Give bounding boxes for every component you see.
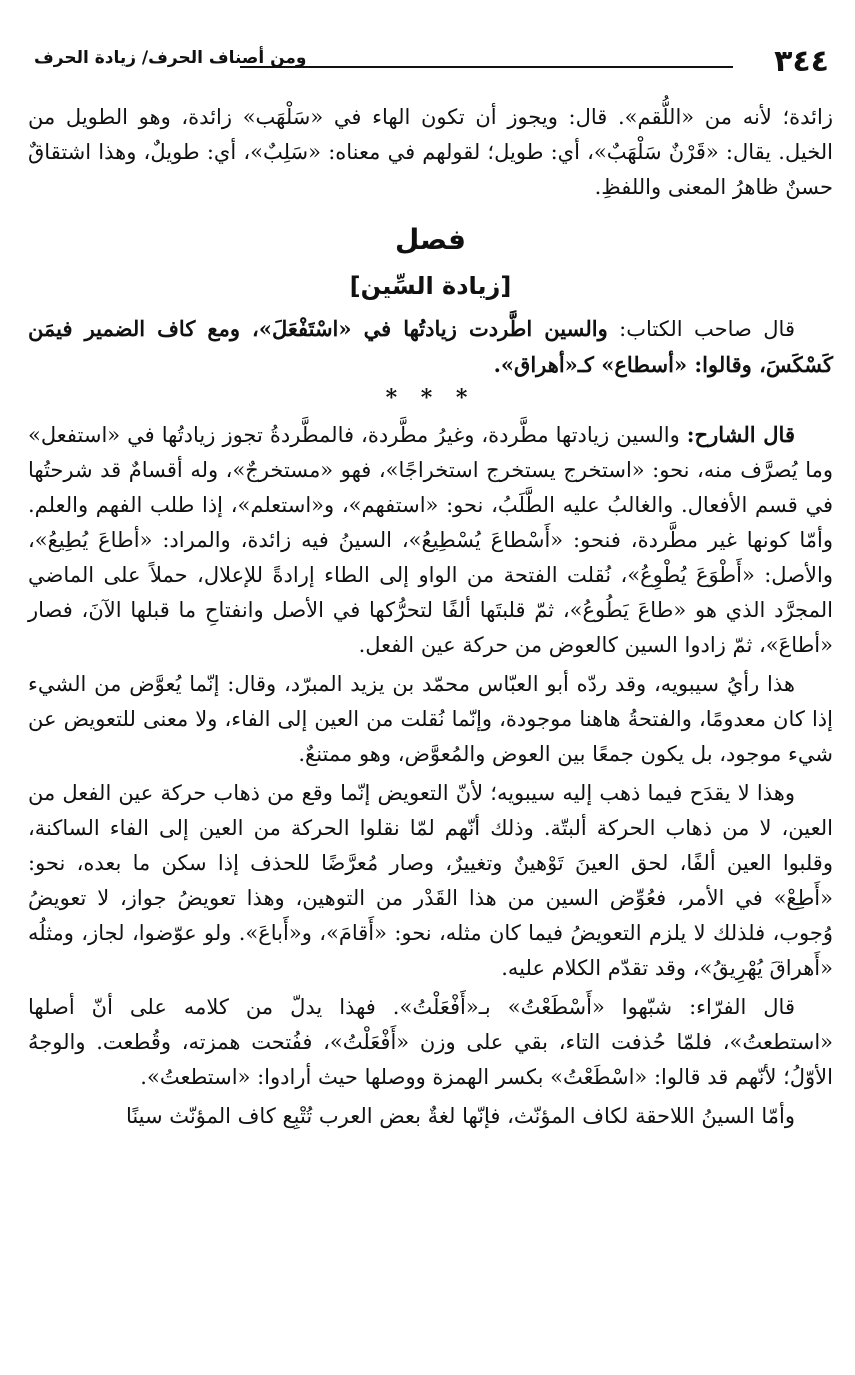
running-title: ومن أصناف الحرف/ زيادة الحرف xyxy=(34,48,307,68)
header-rule xyxy=(240,66,733,68)
author-text-bold: والسين اطَّردت زيادتُها في «اسْتَفْعَلَ»، ومع كاف الضمير فيمَن كَسْكَسَ، وقالوا: «أسطاع» كـ«أهراق». xyxy=(28,316,833,377)
page-header xyxy=(30,44,833,84)
main-text xyxy=(28,100,833,1134)
paragraph-mubarrad: هذا رأيُ سيبويه، وقد ردّه أبو العبّاس محمّد بن يزيد المبرّد، وقال: إنّما يُعوَّض من الشيء إذا كان معدومًا، والفتحةُ هاهنا موجودة، وإنّما نُقلت من العين إلى الفاء، ولا معنى للتعويض عن شيء موجود، بل يكون جمعًا بين العوض والمُعوَّض، وهو ممتنعٌ. xyxy=(28,672,833,766)
paragraph-rebuttal: وهذا لا يقدَح فيما ذهب إليه سيبويه؛ لأنّ التعويض إنّما وقع من ذهاب حركة عين الفعل من العين، لا من ذهاب الحركة ألبتّة. وذلك أنّهم لمّا نقلوا الحركة من العين إلى الفاء الساكنة، وقلبوا العين ألفًا، لحق العينَ تَوْهينٌ وتغييرٌ، وصار مُعرَّضًا للحذف إذا سكن ما بعده، نحو: «أَطِعْ» في الأمر، فعُوِّض السين من هذا القَدْر من التوهين، وهذا تعويضُ جواز، لا تعويضُ وُجوب، فلذلك لا يلزم التعويضُ فيما كان مثله، نحو: «أَقامَ»، و«أَباعَ». ولو عوّضوا، لجاز، ومثلُه «أَهراقَ يُهْرِيقُ»، وقد تقدّم الكلام عليه. xyxy=(28,781,833,980)
paragraph-feminine-kaf: وأمّا السينُ اللاحقة لكاف المؤنّث، فإنّها لغةٌ بعض العرب تُتْبِع كاف المؤنّث سينًا xyxy=(125,1104,795,1128)
paragraph-continuation: زائدة؛ لأنه من «اللُّقم». قال: ويجوز أن تكون الهاء في «سَلْهَب» زائدة، وهو الطويل من الخيل. يقال: «قَرْنٌ سَلْهَبٌ»، أي: طويل؛ لقولهم في معناه: «سَلِبٌ»، أي: طويلٌ، وهذا اشتقاقٌ حسنٌ ظاهرُ المعنى واللفظِ. xyxy=(28,105,833,199)
page-number: ٣٤٤ xyxy=(774,44,829,79)
separator-stars: * * * xyxy=(385,385,476,411)
paragraph-author-text xyxy=(28,311,833,383)
section-subheading: [زيادة السِّين] xyxy=(349,272,512,300)
paragraph-commentary xyxy=(28,417,833,663)
section-heading: فصل xyxy=(395,223,466,256)
author-lead: قال صاحب الكتاب: xyxy=(619,317,795,341)
paragraph-farra: قال الفرّاء: شبّهوا «أَسْطَعْتُ» بـ«أَفْعَلْتُ». فهذا يدلّ من كلامه على أنّ أصلها «استطعتُ»، فلمّا حُذفت التاء، بقي على وزن «أَفْعَلْتُ»، ففُتحت همزته، وقُطعت. والوجهُ الأوّلُ؛ لأنّهم قد قالوا: «اسْطَعْتُ» بكسر الهمزة ووصلها حيث أرادوا: «استطعتُ». xyxy=(28,995,833,1089)
commentary-text: والسين زيادتها مطَّردة، وغيرُ مطَّردة، فالمطَّردةُ تجوز زيادتُها في «استفعل» وما يُصرَّف منه، نحو: «استخرج يستخرج استخراجًا»، فهو «مستخرجٌ»، وله أقسامٌ قد شرحتُها في قسم الأفعال. والغالبُ عليه الطَّلَبُ، نحو: «استفهم»، و«استعلم»، إذا طلب الفهم والعلم. وأمّا كونها غير مطَّردة، فنحو: «أَسْطاعَ يُسْطِيعُ»، السينُ فيه زائدة، والمراد: «أطاعَ يُطِيعُ»، والأصل: «أَطْوَعَ يُطْوِعُ»، نُقلت الفتحة من الواو إلى الطاء إرادةً للإعلال، حملاً على الماضي المجرَّد الذي هو «طاعَ يَطُوعُ»، ثمّ قلبتَها ألفًا لتحرُّكها في الأصل وانفتاحِ ما قبلها الآنَ، فصار «أطاعَ»، ثمّ زادوا السين كالعوض من حركة عين الفعل. xyxy=(28,423,833,657)
commentator-lead: قال الشارح: xyxy=(686,422,795,447)
